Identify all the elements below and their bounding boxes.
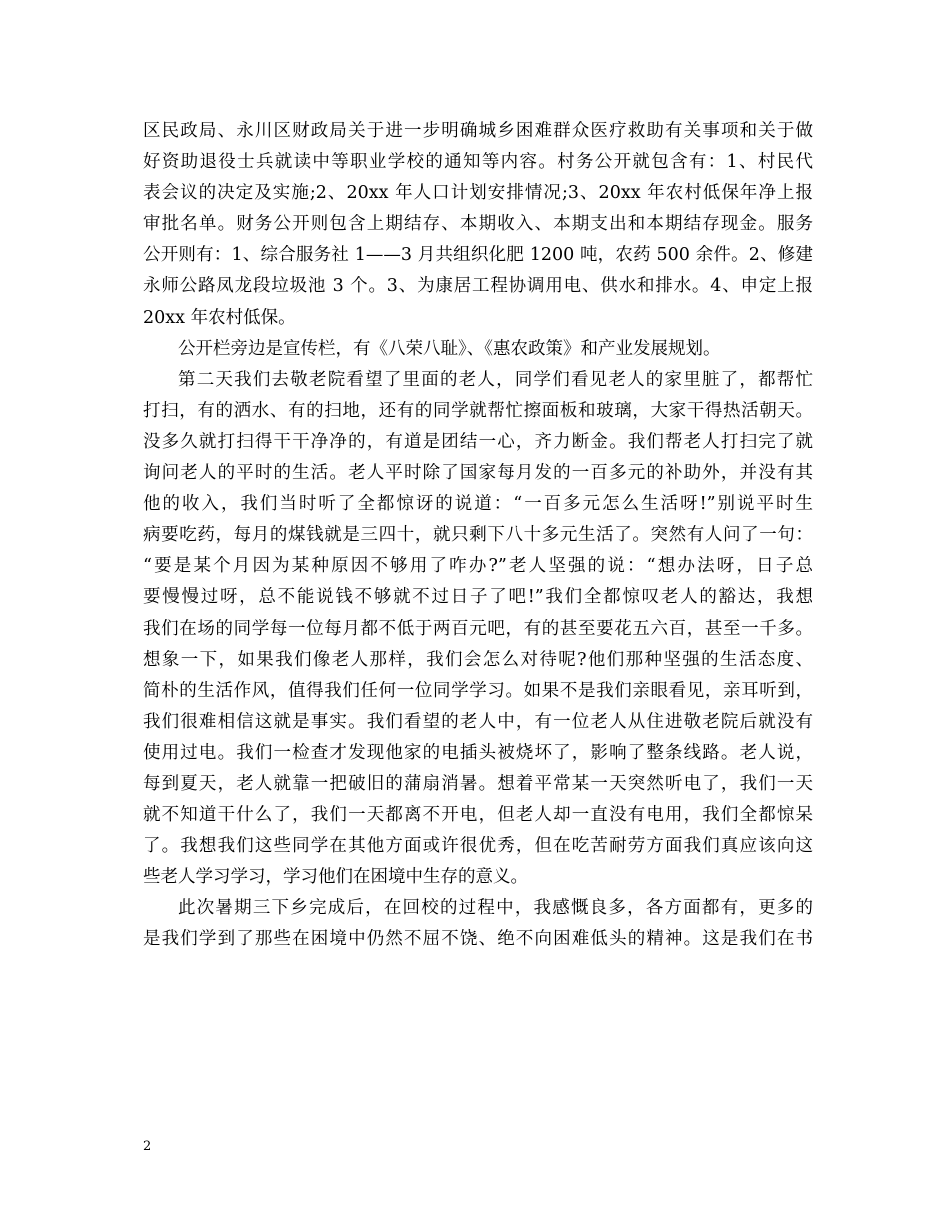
text-line: 些老人学习学习，学习他们在困境中生存的意义。 [143,867,528,888]
text-line: 他的收入，我们当时听了全都惊讶的说道：“一百多元怎么生活呀!”别说平时生 [143,494,813,515]
text-line: 此次暑期三下乡完成后，在回校的过程中，我感慨良多，各方面都有，更多的 [178,898,813,919]
document-body [143,116,813,956]
text-line: 第二天我们去敬老院看望了里面的老人，同学们看见老人的家里脏了，都帮忙 [178,369,813,390]
page-number: 2 [143,1139,152,1154]
text-line: 公开则有：1、综合服务社 1——3 月共组织化肥 1200 吨，农药 500 余件。2、修建 [143,245,813,266]
text-line: 要慢慢过呀，总不能说钱不够就不过日子了吧!”我们全都惊叹老人的豁达，我想 [143,587,813,608]
text-line: 病要吃药，每月的煤钱就是三四十，就只剩下八十多元生活了。突然有人问了一句： [143,525,813,546]
text-line: 没多久就打扫得干干净净的，有道是团结一心，齐力断金。我们帮老人打扫完了就 [143,431,813,452]
paragraph-2 [143,334,813,365]
text-line: 好资助退役士兵就读中等职业学校的通知等内容。村务公开就包含有：1、村民代 [143,152,813,173]
text-line: 打扫，有的洒水、有的扫地，还有的同学就帮忙擦面板和玻璃，大家干得热活朝天。 [143,400,813,421]
paragraph-4 [143,893,813,955]
text-line: 审批名单。财务公开则包含上期结存、本期收入、本期支出和本期结存现金。服务 [143,214,813,235]
text-line: 就不知道干什么了，我们一天都离不开电，但老人却一直没有电用，我们全都惊呆 [143,805,813,826]
text-line: “要是某个月因为某种原因不够用了咋办?”老人坚强的说：“想办法呀，日子总 [143,556,813,577]
text-line: 询问老人的平时的生活。老人平时除了国家每月发的一百多元的补助外，并没有其 [143,463,813,484]
text-line: 我们很难相信这就是事实。我们看望的老人中，有一位老人从住进敬老院后就没有 [143,711,813,732]
text-line: 是我们学到了那些在困境中仍然不屈不饶、绝不向困难低头的精神。这是我们在书 [143,929,813,950]
paragraph-1 [143,116,813,334]
text-line: 使用过电。我们一检查才发现他家的电插头被烧坏了，影响了整条线路。老人说， [143,742,813,763]
text-line: 公开栏旁边是宣传栏，有《八荣八耻》、《惠农政策》和产业发展规划。 [178,338,721,359]
text-line: 20xx 年农村低保。 [143,307,296,328]
text-line: 区民政局、永川区财政局关于进一步明确城乡困难群众医疗救助有关事项和关于做 [143,121,813,141]
text-line: 我们在场的同学每一位每月都不低于两百元吧，有的甚至要花五六百，甚至一千多。 [143,618,813,639]
text-line: 想象一下，如果我们像老人那样，我们会怎么对待呢?他们那种坚强的生活态度、 [143,649,813,670]
text-line: 永师公路凤龙段垃圾池 3 个。3、为康居工程协调用电、供水和排水。4、申定上报 [143,276,813,297]
paragraph-3 [143,365,813,894]
text-line: 表会议的决定及实施;2、20xx 年人口计划安排情况;3、20xx 年农村低保年净上报 [143,183,813,204]
text-line: 每到夏天，老人就靠一把破旧的蒲扇消暑。想着平常某一天突然听电了，我们一天 [143,773,813,794]
text-line: 了。我想我们这些同学在其他方面或许很优秀，但在吃苦耐劳方面我们真应该向这 [143,836,813,857]
text-line: 简朴的生活作风，值得我们任何一位同学学习。如果不是我们亲眼看见，亲耳听到， [143,680,813,701]
